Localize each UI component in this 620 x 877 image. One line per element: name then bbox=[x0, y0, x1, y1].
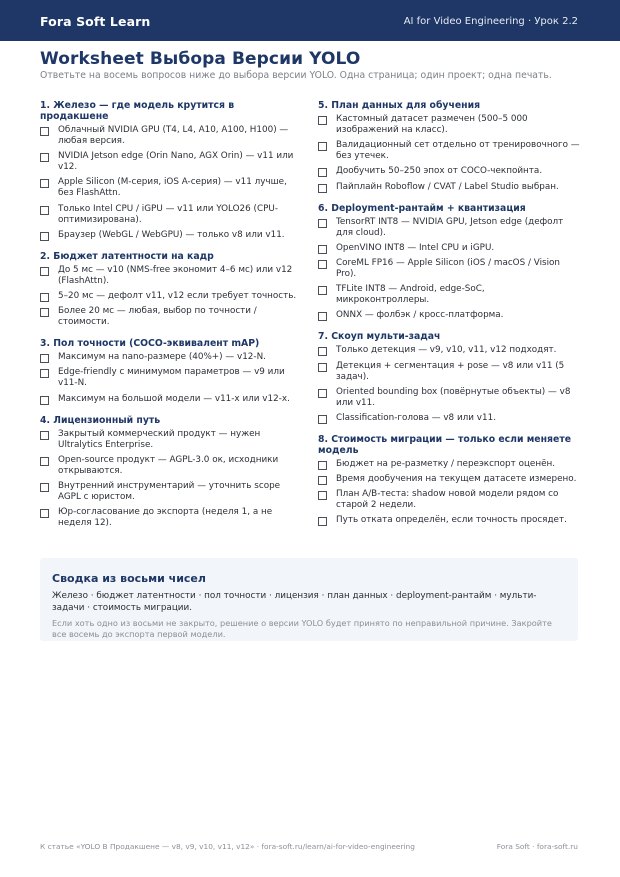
checklist-item-label: Пайплайн Roboflow / CVAT / Label Studio выбран. bbox=[336, 181, 559, 192]
checkbox[interactable] bbox=[40, 232, 49, 241]
checkbox[interactable] bbox=[40, 127, 49, 136]
question-section bbox=[40, 251, 302, 328]
checklist-item[interactable] bbox=[40, 429, 302, 451]
question-section bbox=[318, 434, 580, 527]
checklist-item[interactable] bbox=[318, 182, 580, 193]
checklist-item[interactable] bbox=[318, 140, 580, 162]
checklist-item[interactable] bbox=[318, 310, 580, 321]
checklist-item[interactable] bbox=[40, 204, 302, 226]
checkbox[interactable] bbox=[318, 476, 327, 485]
checkbox[interactable] bbox=[318, 260, 327, 269]
checklist-item[interactable] bbox=[318, 114, 580, 136]
brand-logo-text[interactable]: Fora Soft Learn bbox=[40, 14, 151, 29]
checkbox[interactable] bbox=[40, 396, 49, 405]
checkbox[interactable] bbox=[318, 245, 327, 254]
checklist-item-label: План A/B-теста: shadow новой модели рядом со старой 2 недели. bbox=[336, 489, 559, 511]
checklist-item[interactable] bbox=[318, 515, 580, 526]
section-title: 3. Пол точности (COCO-эквивалент mAP) bbox=[40, 338, 260, 350]
summary-list: Железо · бюджет латентности · пол точности · лицензия · план данных · deployment-рантайм · мульти-задачи · стоимость миграции. bbox=[52, 591, 537, 613]
checklist-item-label: 5–20 мс — дефолт v11, v12 если требует точность. bbox=[58, 290, 297, 301]
checklist-item[interactable] bbox=[40, 306, 302, 328]
checklist-item[interactable] bbox=[318, 217, 580, 239]
checklist-item-label: Только детекция — v9, v10, v11, v12 подходят. bbox=[336, 345, 557, 356]
checklist-item-label: Закрытый коммерческий продукт — нужен Ultralytics Enterprise. bbox=[58, 428, 261, 450]
checklist-item[interactable] bbox=[318, 413, 580, 424]
checkbox[interactable] bbox=[318, 517, 327, 526]
checklist-item-label: Максимум на nano-размере (40%+) — v12-N. bbox=[58, 352, 266, 363]
right-column bbox=[318, 100, 580, 536]
section-title: 8. Стоимость миграции — только если меняете модель bbox=[318, 433, 572, 456]
left-column bbox=[40, 100, 302, 539]
summary-box bbox=[40, 558, 578, 641]
question-section bbox=[40, 415, 302, 530]
checklist-item[interactable] bbox=[40, 125, 302, 147]
checklist-item[interactable] bbox=[40, 507, 302, 529]
page-subtitle: Ответьте на восемь вопросов ниже до выбора версии YOLO. Одна страница; один проект; одна печать. bbox=[40, 70, 552, 81]
question-section bbox=[40, 338, 302, 404]
checklist-item-label: TensorRT INT8 — NVIDIA GPU, Jetson edge (дефолт для cloud). bbox=[336, 216, 564, 238]
checklist-item-label: Путь отката определён, если точность просядет. bbox=[336, 515, 567, 526]
summary-title: Сводка из восьми чисел bbox=[52, 572, 206, 585]
checkbox[interactable] bbox=[318, 415, 327, 424]
checkbox[interactable] bbox=[40, 483, 49, 492]
checkbox[interactable] bbox=[318, 286, 327, 295]
checklist-item-label: CoreML FP16 — Apple Silicon (iOS / macOS / Vision Pro). bbox=[336, 257, 560, 279]
checkbox[interactable] bbox=[40, 308, 49, 317]
checkbox[interactable] bbox=[318, 347, 327, 356]
question-section bbox=[318, 100, 580, 193]
checklist-item-label: Детекция + сегментация + pose — v8 или v11 (5 задач). bbox=[336, 360, 565, 382]
section-title: 5. План данных для обучения bbox=[318, 100, 481, 111]
checkbox[interactable] bbox=[40, 431, 49, 440]
checklist-item-label: ONNX — фолбэк / кросс-платформа. bbox=[336, 310, 504, 321]
checklist-item[interactable] bbox=[318, 387, 580, 409]
checklist-item-label: Кастомный датасет размечен (500–5 000 изображений на класс). bbox=[336, 114, 528, 135]
checkbox[interactable] bbox=[318, 168, 327, 177]
checklist-item[interactable] bbox=[318, 345, 580, 356]
checklist-item[interactable] bbox=[318, 489, 580, 511]
checklist-item[interactable] bbox=[40, 151, 302, 173]
checkbox[interactable] bbox=[40, 457, 49, 466]
checkbox[interactable] bbox=[40, 153, 49, 162]
checkbox[interactable] bbox=[40, 267, 49, 276]
checklist-item[interactable] bbox=[318, 474, 580, 485]
checklist-item-label: Edge-friendly с минимумом параметров — v9 или v11-N. bbox=[58, 367, 285, 389]
checklist-item-label: Бюджет на ре-разметку / переэкспорт оценён. bbox=[336, 458, 556, 469]
checklist-item-label: Apple Silicon (M-серия, iOS A-серия) — v11 лучше, без FlashAttn. bbox=[58, 177, 287, 199]
checklist-item-label: Только Intel CPU / iGPU — v11 или YOLO26 (CPU-оптимизирована). bbox=[58, 203, 279, 225]
checklist-item[interactable] bbox=[318, 284, 580, 306]
checklist-item[interactable] bbox=[318, 243, 580, 254]
question-section bbox=[318, 203, 580, 322]
checkbox[interactable] bbox=[318, 219, 327, 228]
checklist-item-label: Более 20 мс — любая, выбор по точности / стоимости. bbox=[58, 306, 257, 328]
section-title: 4. Лицензионный путь bbox=[40, 414, 161, 426]
checklist-item-label: TFLite INT8 — Android, edge-SoC, микроконтроллеры. bbox=[336, 284, 485, 306]
checklist-item-label: Облачный NVIDIA GPU (T4, L4, A10, A100, H100) — любая версия. bbox=[58, 125, 289, 146]
checklist-item[interactable] bbox=[40, 367, 302, 389]
checklist-item-label: Open-source продукт — AGPL-3.0 ок, исходники открываются. bbox=[58, 454, 279, 476]
checkbox[interactable] bbox=[40, 179, 49, 188]
checklist-item[interactable] bbox=[40, 265, 302, 287]
section-title: 7. Скоуп мульти-задач bbox=[318, 331, 441, 343]
checklist-item[interactable] bbox=[40, 352, 302, 363]
checklist-item-label: Время дообучения на текущем датасете измерено. bbox=[336, 474, 577, 485]
section-title: 2. Бюджет латентности на кадр bbox=[40, 250, 214, 262]
checklist-item[interactable] bbox=[318, 459, 580, 470]
checklist-item-label: Внутренний инструментарий — уточнить scope AGPL с юристом. bbox=[58, 480, 281, 502]
checklist-item-label: Браузер (WebGL / WebGPU) — только v8 или v11. bbox=[58, 229, 285, 240]
section-title: 6. Deployment-рантайм + квантизация bbox=[318, 202, 526, 214]
question-section bbox=[40, 100, 302, 241]
checklist-item-label: Дообучить 50–250 эпох от COCO-чекпойнта. bbox=[336, 166, 543, 177]
summary-note: Если хоть одно из восьми не закрыто, решение о версии YOLO будет принято по неправильной причине. Закройте все восемь до экспорта первой модели. bbox=[52, 618, 552, 639]
footer-source-link[interactable]: К статье «YOLO В Продакшене — v8, v9, v10, v11, v12» · fora-soft.ru/learn/ai-for-video-engineering bbox=[40, 842, 415, 851]
checkbox[interactable] bbox=[318, 363, 327, 372]
checklist-item-label: Максимум на большой модели — v11-x или v12-x. bbox=[58, 393, 290, 404]
section-title: 1. Железо — где модель крутится в продакшене bbox=[40, 100, 235, 122]
header-bar bbox=[0, 0, 620, 41]
checkbox[interactable] bbox=[40, 293, 49, 302]
checkbox[interactable] bbox=[318, 461, 327, 470]
lesson-label: AI for Video Engineering · Урок 2.2 bbox=[403, 16, 578, 27]
checklist-item-label: Юр-согласование до экспорта (неделя 1, а не неделя 12). bbox=[58, 507, 273, 529]
checkbox[interactable] bbox=[40, 206, 49, 215]
checklist-item[interactable] bbox=[40, 230, 302, 241]
checklist-item[interactable] bbox=[40, 177, 302, 199]
checkbox[interactable] bbox=[318, 184, 327, 193]
checklist-item-label: OpenVINO INT8 — Intel CPU и iGPU. bbox=[336, 242, 495, 253]
checkbox[interactable] bbox=[318, 491, 327, 500]
checklist-item-label: Валидационный сет отдельно от тренировочного — без утечек. bbox=[336, 140, 580, 162]
checklist-item[interactable] bbox=[40, 481, 302, 503]
checklist-item-label: NVIDIA Jetson edge (Orin Nano, AGX Orin) — v11 или v12. bbox=[58, 151, 294, 173]
checkbox[interactable] bbox=[40, 509, 49, 518]
checkbox[interactable] bbox=[318, 389, 327, 398]
checklist-item[interactable] bbox=[318, 258, 580, 280]
question-section bbox=[318, 331, 580, 424]
checkbox[interactable] bbox=[318, 116, 327, 125]
checklist-item[interactable] bbox=[318, 166, 580, 177]
checklist-item[interactable] bbox=[318, 361, 580, 383]
footer-brand: Fora Soft · fora-soft.ru bbox=[496, 842, 578, 851]
checklist-item[interactable] bbox=[40, 291, 302, 302]
checklist-item-label: Classification-голова — v8 или v11. bbox=[336, 412, 497, 423]
checkbox[interactable] bbox=[318, 142, 327, 151]
checklist-item-label: Oriented bounding box (повёрнутые объекты) — v8 или v11. bbox=[336, 386, 571, 408]
checklist-item[interactable] bbox=[40, 394, 302, 405]
page-title: Worksheet Выбора Версии YOLO bbox=[40, 49, 361, 69]
checklist-item-label: До 5 мс — v10 (NMS-free экономит 4–6 мс) или v12 (FlashAttn). bbox=[58, 264, 293, 286]
checkbox[interactable] bbox=[40, 369, 49, 378]
checklist-item[interactable] bbox=[40, 455, 302, 477]
checkbox[interactable] bbox=[40, 354, 49, 363]
checkbox[interactable] bbox=[318, 312, 327, 321]
